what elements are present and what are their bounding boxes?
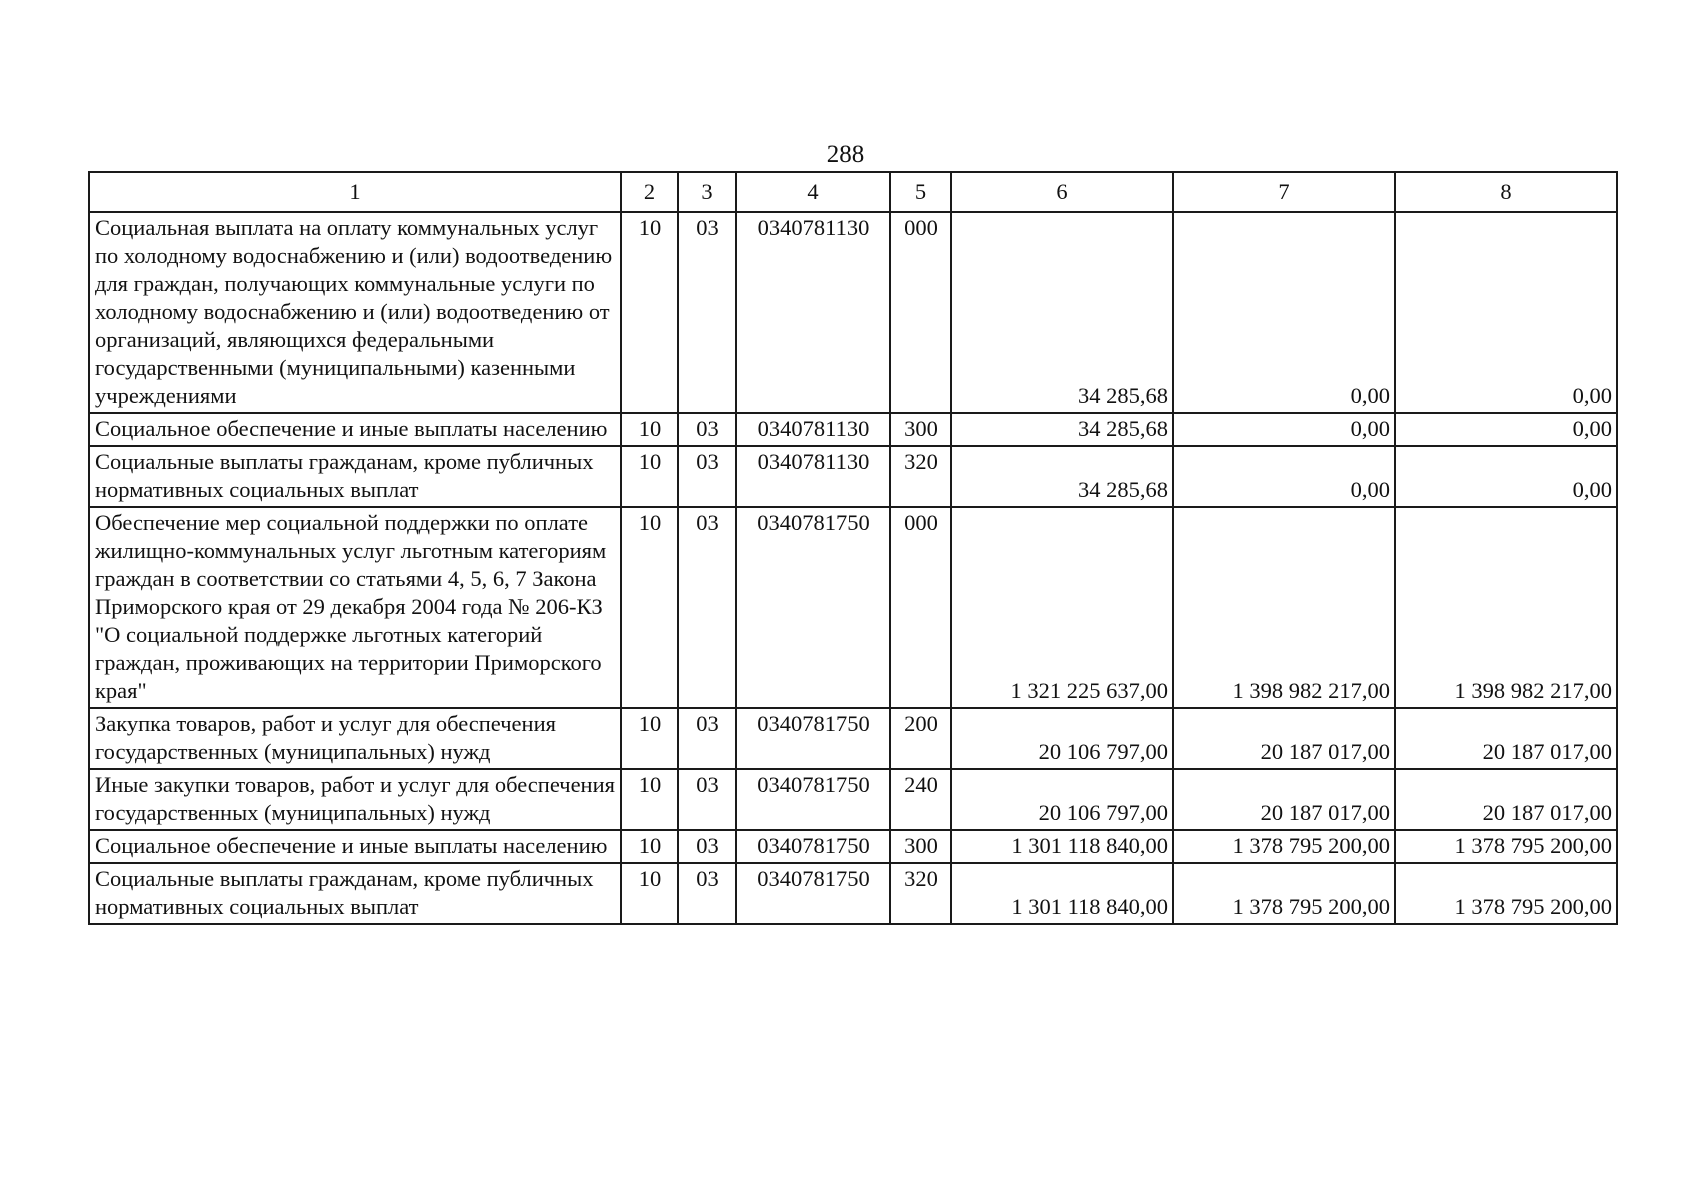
column-header: 7 [1173, 172, 1395, 212]
column-header: 2 [621, 172, 678, 212]
column-header: 5 [890, 172, 951, 212]
table-row [89, 212, 1617, 413]
row-name: Социальное обеспечение и иные выплаты населению [89, 413, 621, 446]
row-amount-col7: 20 187 017,00 [1173, 769, 1395, 830]
row-subsection-code: 03 [678, 863, 736, 924]
row-section-code: 10 [621, 830, 678, 863]
row-name: Социальное обеспечение и иные выплаты населению [89, 830, 621, 863]
table-row [89, 769, 1617, 830]
table-row [89, 863, 1617, 924]
column-header: 8 [1395, 172, 1617, 212]
table-row [89, 830, 1617, 863]
row-amount-col8: 1 398 982 217,00 [1395, 507, 1617, 708]
row-amount-col6: 1 321 225 637,00 [951, 507, 1173, 708]
row-amount-col6: 34 285,68 [951, 446, 1173, 507]
table-row [89, 507, 1617, 708]
row-target-article-code: 0340781750 [736, 708, 890, 769]
row-name: Иные закупки товаров, работ и услуг для обеспечения государственных (муниципальных) нужд [89, 769, 621, 830]
row-amount-col7: 0,00 [1173, 212, 1395, 413]
row-section-code: 10 [621, 446, 678, 507]
budget-table [88, 171, 1618, 925]
row-subsection-code: 03 [678, 507, 736, 708]
row-amount-col8: 20 187 017,00 [1395, 708, 1617, 769]
row-amount-col7: 0,00 [1173, 446, 1395, 507]
column-header: 6 [951, 172, 1173, 212]
table-row [89, 413, 1617, 446]
row-amount-col7: 1 398 982 217,00 [1173, 507, 1395, 708]
row-amount-col8: 1 378 795 200,00 [1395, 830, 1617, 863]
row-subsection-code: 03 [678, 413, 736, 446]
row-subsection-code: 03 [678, 708, 736, 769]
row-subsection-code: 03 [678, 212, 736, 413]
row-expense-type-code: 240 [890, 769, 951, 830]
row-amount-col6: 1 301 118 840,00 [951, 863, 1173, 924]
row-name: Закупка товаров, работ и услуг для обеспечения государственных (муниципальных) нужд [89, 708, 621, 769]
row-amount-col6: 34 285,68 [951, 413, 1173, 446]
row-name: Социальные выплаты гражданам, кроме публичных нормативных социальных выплат [89, 863, 621, 924]
row-target-article-code: 0340781750 [736, 507, 890, 708]
row-amount-col8: 20 187 017,00 [1395, 769, 1617, 830]
row-amount-col8: 0,00 [1395, 212, 1617, 413]
row-subsection-code: 03 [678, 769, 736, 830]
row-target-article-code: 0340781130 [736, 212, 890, 413]
table-row [89, 446, 1617, 507]
row-expense-type-code: 300 [890, 413, 951, 446]
row-target-article-code: 0340781750 [736, 830, 890, 863]
row-section-code: 10 [621, 863, 678, 924]
row-section-code: 10 [621, 769, 678, 830]
row-target-article-code: 0340781130 [736, 413, 890, 446]
column-header: 1 [89, 172, 621, 212]
column-header: 3 [678, 172, 736, 212]
row-subsection-code: 03 [678, 446, 736, 507]
row-name: Обеспечение мер социальной поддержки по оплате жилищно-коммунальных услуг льготным категориям граждан в соответствии со статьями 4, 5, 6, 7 Закона Приморского края от 29 декабря 2004 года № 206-КЗ "О социальной поддержке льготных категорий граждан, проживающих на территории Приморского края" [89, 507, 621, 708]
row-target-article-code: 0340781130 [736, 446, 890, 507]
row-amount-col7: 20 187 017,00 [1173, 708, 1395, 769]
row-section-code: 10 [621, 212, 678, 413]
row-amount-col6: 1 301 118 840,00 [951, 830, 1173, 863]
row-amount-col8: 0,00 [1395, 413, 1617, 446]
row-expense-type-code: 000 [890, 212, 951, 413]
row-expense-type-code: 000 [890, 507, 951, 708]
header-row [89, 172, 1617, 212]
row-target-article-code: 0340781750 [736, 769, 890, 830]
row-expense-type-code: 300 [890, 830, 951, 863]
row-name: Социальная выплата на оплату коммунальных услуг по холодному водоснабжению и (или) водоотведению для граждан, получающих коммунальные услуги по холодному водоснабжению и (или) водоотведению от организаций, являющихся федеральными государственными (муниципальными) казенными учреждениями [89, 212, 621, 413]
row-amount-col8: 0,00 [1395, 446, 1617, 507]
row-expense-type-code: 320 [890, 446, 951, 507]
page-number: 288 [826, 141, 865, 168]
row-target-article-code: 0340781750 [736, 863, 890, 924]
row-expense-type-code: 320 [890, 863, 951, 924]
row-section-code: 10 [621, 507, 678, 708]
row-amount-col8: 1 378 795 200,00 [1395, 863, 1617, 924]
table-row [89, 708, 1617, 769]
row-amount-col6: 20 106 797,00 [951, 769, 1173, 830]
row-expense-type-code: 200 [890, 708, 951, 769]
row-amount-col7: 1 378 795 200,00 [1173, 863, 1395, 924]
row-subsection-code: 03 [678, 830, 736, 863]
row-name: Социальные выплаты гражданам, кроме публичных нормативных социальных выплат [89, 446, 621, 507]
row-section-code: 10 [621, 708, 678, 769]
row-amount-col7: 1 378 795 200,00 [1173, 830, 1395, 863]
row-amount-col6: 34 285,68 [951, 212, 1173, 413]
row-section-code: 10 [621, 413, 678, 446]
column-header: 4 [736, 172, 890, 212]
row-amount-col7: 0,00 [1173, 413, 1395, 446]
row-amount-col6: 20 106 797,00 [951, 708, 1173, 769]
